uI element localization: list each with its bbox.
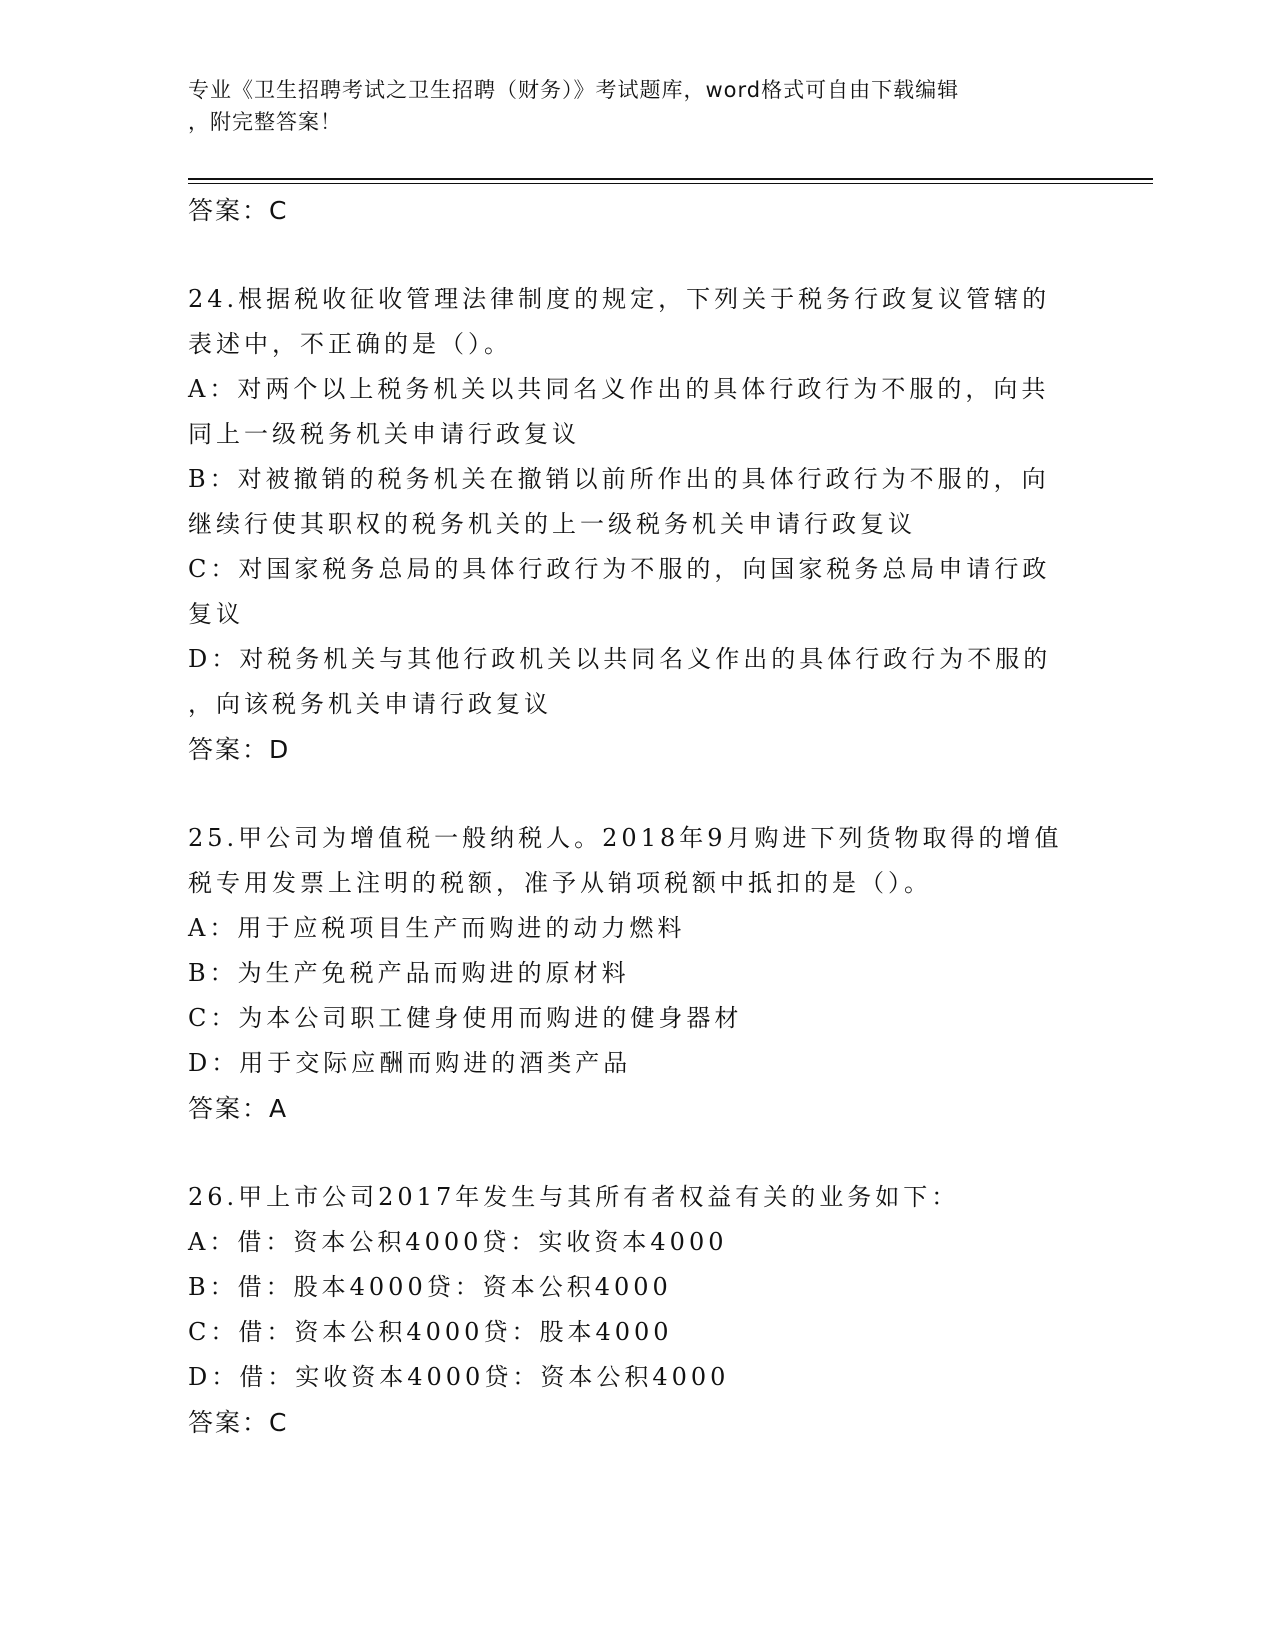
header-divider (188, 178, 1153, 184)
option-a: A：用于应税项目生产而购进的动力燃料 (188, 914, 686, 942)
option-b-continued: 继续行使其职权的税务机关的上一级税务机关申请行政复议 (188, 510, 916, 538)
option-b: B：对被撤销的税务机关在撤销以前所作出的具体行政行为不服的，向 (188, 465, 1050, 493)
document-body (188, 188, 1088, 1445)
question-text: 24.根据税收征收管理法律制度的规定，下列关于税务行政复议管辖的 (188, 285, 1051, 313)
option-d: D：借：实收资本4000贷：资本公积4000 (188, 1363, 730, 1391)
option-d: D：对税务机关与其他行政机关以共同名义作出的具体行政行为不服的 (188, 645, 1052, 673)
question-text: 26.甲上市公司2017年发生与其所有者权益有关的业务如下： (188, 1183, 960, 1211)
answer-line: 答案：D (188, 735, 291, 764)
page-header (188, 74, 1088, 138)
question-25 (188, 816, 1088, 1131)
option-b: B：借：股本4000贷：资本公积4000 (188, 1273, 672, 1301)
option-a: A：对两个以上税务机关以共同名义作出的具体行政行为不服的，向共 (188, 375, 1050, 403)
option-c: C：对国家税务总局的具体行政行为不服的，向国家税务总局申请行政 (188, 555, 1051, 583)
option-c: C：借：资本公积4000贷：股本4000 (188, 1318, 673, 1346)
question-text: 25.甲公司为增值税一般纳税人。2018年9月购进下列货物取得的增值 (188, 824, 1063, 852)
question-24 (188, 277, 1088, 772)
question-text: 表述中，不正确的是（）。 (188, 330, 512, 358)
question-text: 税专用发票上注明的税额，准予从销项税额中抵扣的是（）。 (188, 869, 932, 897)
option-b: B：为生产免税产品而购进的原材料 (188, 959, 630, 987)
option-c-continued: 复议 (188, 600, 244, 628)
header-line-1: 专业《卫生招聘考试之卫生招聘（财务）》考试题库，word格式可自由下载编辑 (188, 78, 960, 102)
answer-line: 答案：C (188, 1408, 289, 1437)
header-line-2: ，附完整答案！ (188, 110, 342, 134)
option-d: D：用于交际应酬而购进的酒类产品 (188, 1049, 632, 1077)
option-c: C：为本公司职工健身使用而购进的健身器材 (188, 1004, 743, 1032)
option-a-continued: 同上一级税务机关申请行政复议 (188, 420, 580, 448)
option-a: A：借：资本公积4000贷：实收资本4000 (188, 1228, 728, 1256)
answer-line: 答案：A (188, 1094, 289, 1123)
option-d-continued: ，向该税务机关申请行政复议 (188, 690, 552, 718)
question-26 (188, 1175, 1088, 1445)
answer-line: 答案：C (188, 196, 289, 225)
